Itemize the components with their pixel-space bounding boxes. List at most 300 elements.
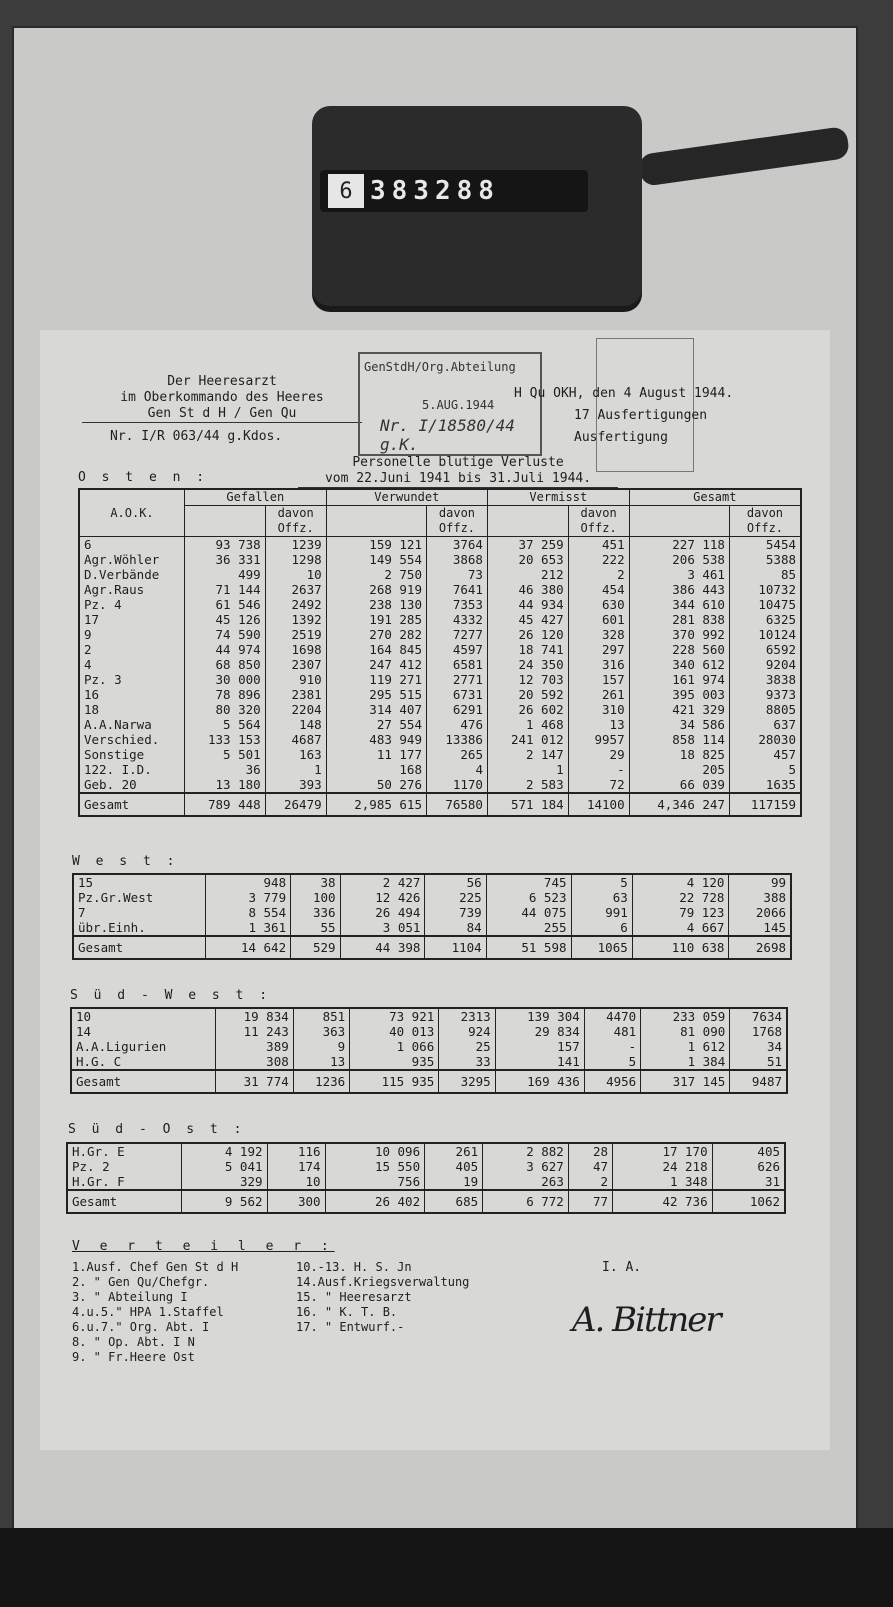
cell-line: H.Gr. F xyxy=(72,1174,125,1189)
cell-line: 1 066 xyxy=(396,1039,435,1054)
cell-line: 457 xyxy=(773,747,796,762)
cell-line: A.A.Ligurien xyxy=(76,1039,167,1054)
cell-line: 6 xyxy=(84,537,92,552)
cell-line: 297 xyxy=(602,642,625,657)
total-value: 317 145 xyxy=(641,1070,730,1093)
davon-label: davon xyxy=(746,506,784,520)
cell-line: 68 850 xyxy=(215,657,261,672)
cell-line: 15 550 xyxy=(374,1159,421,1174)
value-cell xyxy=(729,537,801,794)
cell-line: 71 144 xyxy=(215,582,261,597)
distribution-list-right xyxy=(296,1260,469,1335)
value-cell xyxy=(291,874,340,936)
value-cell xyxy=(629,537,729,794)
cell-line: 991 xyxy=(605,905,628,920)
total-value: 115 935 xyxy=(350,1070,439,1093)
cell-line: 228 560 xyxy=(672,642,725,657)
cell-line: 15 xyxy=(78,875,94,890)
cell-line: 637 xyxy=(773,717,796,732)
cell-line: 6 xyxy=(620,920,628,935)
davon-label: davon xyxy=(580,506,617,520)
cell-line: 241 012 xyxy=(510,732,564,747)
title-line: Personelle blutige Verluste xyxy=(352,455,564,470)
document-title xyxy=(298,455,618,489)
cell-line: 36 xyxy=(245,762,261,777)
cell-line: 5388 xyxy=(765,552,796,567)
offz-label: Offz. xyxy=(438,521,476,535)
total-value: 9 562 xyxy=(181,1190,267,1213)
cell-line: 3838 xyxy=(765,672,796,687)
cell-line: Verschied. xyxy=(84,732,160,747)
col-gefallen: Gefallen xyxy=(185,489,327,506)
cell-line: 2 xyxy=(600,1174,609,1189)
cell-line: 47 xyxy=(593,1159,609,1174)
value-cell xyxy=(568,1143,612,1190)
cell-line: 3 779 xyxy=(248,890,287,905)
cell-line: 10 xyxy=(306,567,322,582)
cell-line: 1298 xyxy=(291,552,322,567)
cell-line: 745 xyxy=(543,875,567,890)
cell-line: 483 949 xyxy=(369,732,422,747)
cell-line: 316 xyxy=(602,657,625,672)
cell-line: 191 285 xyxy=(369,612,422,627)
cell-line: 13 xyxy=(330,1054,346,1069)
frame-counter-device xyxy=(312,106,642,306)
cell-line: 265 xyxy=(460,747,483,762)
cell-line: 4 xyxy=(475,762,483,777)
cell-line: 8805 xyxy=(765,702,796,717)
counter-digits: 383288 xyxy=(370,176,500,206)
cell-line: 247 412 xyxy=(369,657,422,672)
cell-line: 389 xyxy=(266,1039,289,1054)
cell-line: 935 xyxy=(411,1054,435,1069)
total-value: 6 772 xyxy=(483,1190,569,1213)
table-body xyxy=(79,537,801,817)
cell-line: 2 147 xyxy=(525,747,564,762)
cell-line: 9957 xyxy=(594,732,625,747)
cell-line: 363 xyxy=(322,1024,346,1039)
loss-table-osten xyxy=(78,488,802,817)
cell-line: Geb. 20 xyxy=(84,777,137,792)
value-cell xyxy=(265,537,326,794)
value-cell xyxy=(712,1143,785,1190)
cell-line: 44 974 xyxy=(215,642,261,657)
total-value: 169 436 xyxy=(495,1070,584,1093)
value-cell xyxy=(730,1008,787,1070)
cell-line: D.Verbände xyxy=(84,567,160,582)
distribution-item: 16. " K. T. B. xyxy=(296,1305,398,1319)
aok-cell xyxy=(71,1008,215,1070)
col-offz xyxy=(426,506,487,537)
cell-line: 33 xyxy=(475,1054,491,1069)
cell-line: 451 xyxy=(602,537,625,552)
cell-line: 1 xyxy=(314,762,322,777)
cell-line: 29 xyxy=(609,747,625,762)
cell-line: 22 728 xyxy=(679,890,725,905)
total-value: 3295 xyxy=(439,1070,495,1093)
cell-line: 14 xyxy=(76,1024,92,1039)
cell-line: 9204 xyxy=(765,657,796,672)
total-value: 4956 xyxy=(584,1070,640,1093)
cell-line: 61 546 xyxy=(215,597,261,612)
total-value: 685 xyxy=(425,1190,483,1213)
table-body xyxy=(67,1143,785,1213)
cell-line: 5 501 xyxy=(223,747,261,762)
value-cell xyxy=(613,1143,713,1190)
cell-line: 2313 xyxy=(460,1009,491,1024)
loss-table-west xyxy=(72,873,792,960)
cell-line: 1 348 xyxy=(669,1174,708,1189)
cell-line: Pz. 2 xyxy=(72,1159,110,1174)
cell-line: 25 xyxy=(475,1039,491,1054)
value-cell xyxy=(267,1143,325,1190)
cell-line: 2 xyxy=(84,642,92,657)
cell-line: 78 896 xyxy=(215,687,261,702)
cell-line: 405 xyxy=(757,1144,780,1159)
cell-line: Pz.Gr.West xyxy=(78,890,154,905)
cell-line: 51 xyxy=(766,1054,782,1069)
cell-line: 261 xyxy=(602,687,625,702)
table-body xyxy=(73,874,791,959)
cell-line: 386 443 xyxy=(672,582,725,597)
cell-line: 149 554 xyxy=(369,552,422,567)
cell-line: 2204 xyxy=(291,702,322,717)
cell-line: 2307 xyxy=(291,657,322,672)
section-label-west: W e s t : xyxy=(72,854,179,869)
cell-line: 405 xyxy=(455,1159,479,1174)
handwritten-signature: A. Bittner xyxy=(572,1300,720,1340)
total-value: 110 638 xyxy=(632,936,729,959)
distribution-list-left xyxy=(72,1260,238,1365)
cell-line: 55 xyxy=(320,920,336,935)
cell-line: 6592 xyxy=(765,642,796,657)
value-cell xyxy=(632,874,729,936)
table-row xyxy=(71,1008,787,1070)
cell-line: 739 xyxy=(459,905,482,920)
cell-line: 858 114 xyxy=(672,732,725,747)
cell-line: 4 120 xyxy=(686,875,725,890)
cell-line: 10 xyxy=(305,1174,321,1189)
cell-line: 7 xyxy=(78,905,86,920)
cell-line: 20 653 xyxy=(518,552,564,567)
total-value: 4,346 247 xyxy=(629,793,729,816)
cell-line: 3764 xyxy=(452,537,483,552)
cell-line: 163 xyxy=(299,747,322,762)
cell-line: 7353 xyxy=(452,597,483,612)
cell-line: 344 610 xyxy=(672,597,725,612)
cell-line: 11 177 xyxy=(376,747,422,762)
cell-line: 6325 xyxy=(765,612,796,627)
value-cell xyxy=(425,874,486,936)
cell-line: 5 xyxy=(628,1054,637,1069)
cell-line: 2519 xyxy=(291,627,322,642)
cell-line: 17 170 xyxy=(662,1144,708,1159)
cell-line: 7634 xyxy=(751,1009,782,1024)
col-blank xyxy=(185,506,266,537)
cell-line: 308 xyxy=(266,1054,289,1069)
value-cell xyxy=(181,1143,267,1190)
value-cell xyxy=(483,1143,569,1190)
value-cell xyxy=(426,537,487,794)
cell-line: 85 xyxy=(780,567,796,582)
col-gesamt: Gesamt xyxy=(629,489,801,506)
cell-line: 10732 xyxy=(758,582,796,597)
cell-line: 13386 xyxy=(445,732,483,747)
total-row xyxy=(79,793,801,816)
cell-line: übr.Einh. xyxy=(78,920,146,935)
cell-line: 145 xyxy=(763,920,786,935)
cell-line: 80 320 xyxy=(215,702,261,717)
cell-line: 9 xyxy=(337,1039,346,1054)
total-label: Gesamt xyxy=(67,1190,181,1213)
cell-line: 26 602 xyxy=(518,702,564,717)
cell-line: 141 xyxy=(557,1054,580,1069)
cell-line: 227 118 xyxy=(672,537,725,552)
cell-line: - xyxy=(617,762,625,777)
cell-line: 34 586 xyxy=(679,717,725,732)
cell-line: 255 xyxy=(543,920,567,935)
cell-line: 19 xyxy=(463,1174,479,1189)
cell-line: 910 xyxy=(299,672,322,687)
cell-line: 630 xyxy=(602,597,625,612)
cell-line: 12 703 xyxy=(518,672,564,687)
cell-line: 2 xyxy=(617,567,625,582)
cell-line: 99 xyxy=(770,875,786,890)
cell-line: 148 xyxy=(299,717,322,732)
col-blank xyxy=(629,506,729,537)
cell-line: 2771 xyxy=(452,672,483,687)
cell-line: - xyxy=(628,1039,637,1054)
cell-line: 12 426 xyxy=(375,890,421,905)
cell-line: 6 523 xyxy=(528,890,567,905)
cell-line: 40 013 xyxy=(389,1024,435,1039)
total-row xyxy=(71,1070,787,1093)
distribution-item: 3. " Abteilung I xyxy=(72,1290,188,1304)
cell-line: 30 000 xyxy=(215,672,261,687)
cell-line: 38 xyxy=(320,875,336,890)
cell-line: 161 974 xyxy=(672,672,725,687)
table-row xyxy=(67,1143,785,1190)
cell-line: 4332 xyxy=(452,612,483,627)
cell-line: 100 xyxy=(313,890,336,905)
cell-line: 7277 xyxy=(452,627,483,642)
cell-line: 601 xyxy=(602,612,625,627)
cell-line: 2 750 xyxy=(384,567,422,582)
place-date: H Qu OKH, den 4 August 1944. xyxy=(514,386,734,401)
cell-line: Sonstige xyxy=(84,747,145,762)
loss-table-sued-west xyxy=(70,1007,788,1094)
stamp-date: 5.AUG.1944 xyxy=(422,398,495,412)
cell-line: 157 xyxy=(557,1039,580,1054)
total-value: 77 xyxy=(568,1190,612,1213)
cell-line: 45 126 xyxy=(215,612,261,627)
cell-line: 5 041 xyxy=(224,1159,263,1174)
cell-line: 370 992 xyxy=(672,627,725,642)
cell-line: 18 xyxy=(84,702,100,717)
cell-line: 314 407 xyxy=(369,702,422,717)
cell-line: 2637 xyxy=(291,582,322,597)
reference-number: Nr. I/R 063/44 g.Kdos. xyxy=(110,429,283,444)
total-value: 1062 xyxy=(712,1190,785,1213)
cell-line: 28 xyxy=(593,1144,609,1159)
total-value: 76580 xyxy=(426,793,487,816)
counter-window xyxy=(320,170,588,212)
section-label-sued-ost: S ü d - O s t : xyxy=(68,1122,246,1137)
cell-line: 44 075 xyxy=(521,905,567,920)
distribution-item: 15. " Heeresarzt xyxy=(296,1290,412,1304)
loss-table-sued-ost xyxy=(66,1142,786,1214)
cell-line: 3 461 xyxy=(687,567,725,582)
cell-line: 336 xyxy=(313,905,336,920)
cell-line: 205 xyxy=(702,762,725,777)
distribution-label: V e r t e i l e r : xyxy=(72,1239,335,1254)
sender-line: im Oberkommando des Heeres xyxy=(120,390,324,405)
cell-line: 1698 xyxy=(291,642,322,657)
total-label: Gesamt xyxy=(71,1070,215,1093)
cell-line: 16 xyxy=(84,687,100,702)
total-value: 26 402 xyxy=(325,1190,425,1213)
cell-line: A.A.Narwa xyxy=(84,717,152,732)
cell-line: Agr.Wöhler xyxy=(84,552,160,567)
total-value: 300 xyxy=(267,1190,325,1213)
total-value: 529 xyxy=(291,936,340,959)
cell-line: 756 xyxy=(397,1174,421,1189)
col-offz xyxy=(729,506,801,537)
cell-line: 29 834 xyxy=(534,1024,580,1039)
cell-line: H.Gr. E xyxy=(72,1144,125,1159)
total-value: 44 398 xyxy=(340,936,425,959)
total-value: 26479 xyxy=(265,793,326,816)
value-cell xyxy=(495,1008,584,1070)
cell-line: 2381 xyxy=(291,687,322,702)
cell-line: 1 xyxy=(556,762,564,777)
cell-line: 44 934 xyxy=(518,597,564,612)
cell-line: 84 xyxy=(466,920,482,935)
cell-line: 4 667 xyxy=(686,920,725,935)
cell-line: 421 329 xyxy=(672,702,725,717)
table-row xyxy=(79,537,801,794)
cell-line: 1 612 xyxy=(687,1039,726,1054)
offz-label: Offz. xyxy=(277,521,314,535)
cell-line: 168 xyxy=(399,762,422,777)
cell-line: 72 xyxy=(609,777,625,792)
cell-line: 81 090 xyxy=(680,1024,726,1039)
sender-line: Der Heeresarzt xyxy=(167,374,277,389)
cell-line: 1768 xyxy=(751,1024,782,1039)
distribution-item: 8. " Op. Abt. I N xyxy=(72,1335,195,1349)
total-value: 2698 xyxy=(729,936,791,959)
cell-line: 6581 xyxy=(452,657,483,672)
cell-line: 238 130 xyxy=(369,597,422,612)
cell-line: 164 845 xyxy=(369,642,422,657)
offz-label: Offz. xyxy=(580,521,617,535)
col-verwundet: Verwundet xyxy=(326,489,487,506)
cell-line: 329 xyxy=(239,1174,263,1189)
cell-line: 851 xyxy=(322,1009,346,1024)
cell-line: 9373 xyxy=(765,687,796,702)
value-cell xyxy=(571,874,632,936)
section-label-osten: O s t e n : xyxy=(78,470,209,485)
value-cell xyxy=(487,537,568,794)
cell-line: 270 282 xyxy=(369,627,422,642)
copies-count: 17 Ausfertigungen xyxy=(574,408,708,423)
value-cell xyxy=(325,1143,425,1190)
cell-line: 159 121 xyxy=(369,537,422,552)
col-aok: A.O.K. xyxy=(79,489,185,537)
total-value: 789 448 xyxy=(185,793,266,816)
title-line: vom 22.Juni 1941 bis 31.Juli 1944. xyxy=(298,471,618,489)
cell-line: 24 350 xyxy=(518,657,564,672)
cell-line: 4 192 xyxy=(224,1144,263,1159)
distribution-item: 1.Ausf. Chef Gen St d H xyxy=(72,1260,239,1274)
davon-label: davon xyxy=(438,506,476,520)
cell-line: 7641 xyxy=(452,582,483,597)
sender-line: Gen St d H / Gen Qu xyxy=(82,406,362,423)
col-vermisst: Vermisst xyxy=(487,489,629,506)
aok-cell xyxy=(73,874,206,936)
cell-line: 73 xyxy=(467,567,483,582)
cell-line: 233 059 xyxy=(672,1009,726,1024)
cell-line: 924 xyxy=(468,1024,491,1039)
cell-line: 2 583 xyxy=(525,777,564,792)
cell-line: 5454 xyxy=(765,537,796,552)
total-row xyxy=(67,1190,785,1213)
cell-line: 1 384 xyxy=(687,1054,726,1069)
cell-line: 56 xyxy=(466,875,482,890)
davon-label: davon xyxy=(277,506,314,520)
cell-line: H.G. C xyxy=(76,1054,122,1069)
cell-line: 27 554 xyxy=(376,717,422,732)
col-offz xyxy=(265,506,326,537)
total-value: 31 774 xyxy=(215,1070,293,1093)
cell-line: 37 259 xyxy=(518,537,564,552)
cell-line: 222 xyxy=(602,552,625,567)
cell-line: 4 xyxy=(84,657,92,672)
cell-line: 3868 xyxy=(452,552,483,567)
cell-line: 74 590 xyxy=(215,627,261,642)
col-blank xyxy=(487,506,568,537)
cell-line: 157 xyxy=(602,672,625,687)
cell-line: 388 xyxy=(763,890,786,905)
cell-line: 34 xyxy=(766,1039,782,1054)
cell-line: 133 153 xyxy=(207,732,261,747)
cell-line: 2492 xyxy=(291,597,322,612)
cell-line: 340 612 xyxy=(672,657,725,672)
value-cell xyxy=(439,1008,495,1070)
stamp-number: Nr. I/18580/44 g.K. xyxy=(380,416,515,454)
cell-line: 3 051 xyxy=(382,920,421,935)
total-label: Gesamt xyxy=(73,936,206,959)
value-cell xyxy=(350,1008,439,1070)
cell-line: 18 825 xyxy=(679,747,725,762)
cell-line: 10124 xyxy=(758,627,796,642)
signoff: I. A. xyxy=(602,1260,642,1275)
cell-line: 6291 xyxy=(452,702,483,717)
cell-line: 13 180 xyxy=(215,777,261,792)
aok-cell xyxy=(67,1143,181,1190)
total-value: 1236 xyxy=(293,1070,349,1093)
offz-label: Offz. xyxy=(746,521,784,535)
bottom-edge xyxy=(0,1528,893,1607)
value-cell xyxy=(584,1008,640,1070)
document-page xyxy=(40,330,830,1450)
total-value: 14100 xyxy=(568,793,629,816)
cell-line: 174 xyxy=(297,1159,321,1174)
cell-line: 24 218 xyxy=(662,1159,708,1174)
table-body xyxy=(71,1008,787,1093)
cell-line: 263 xyxy=(541,1174,564,1189)
total-value: 14 642 xyxy=(206,936,291,959)
